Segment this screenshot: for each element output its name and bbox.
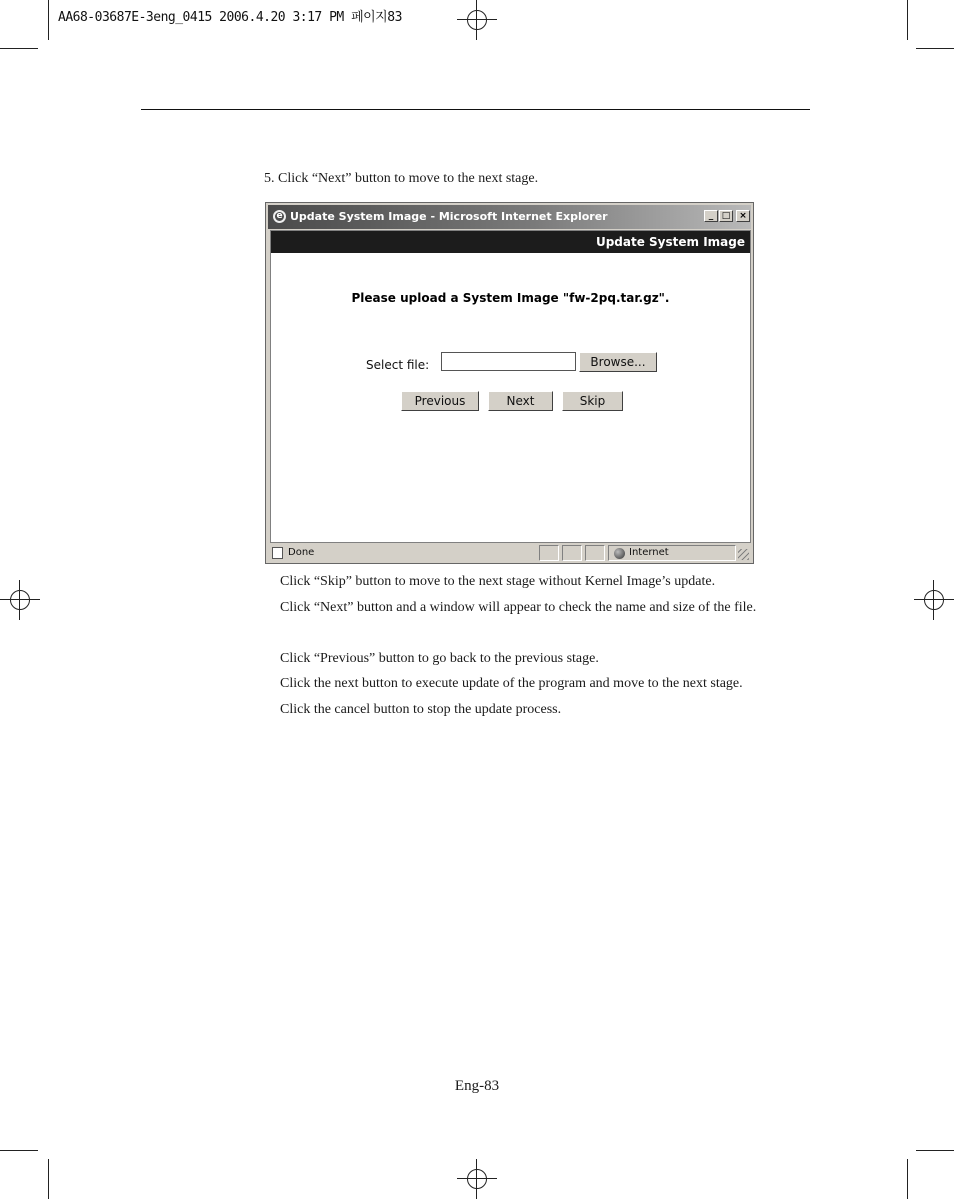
crop-mark (916, 1150, 954, 1151)
crop-mark (907, 0, 908, 40)
crop-mark (48, 1159, 49, 1199)
status-cell (585, 545, 605, 561)
skip-button[interactable]: Skip (562, 391, 623, 411)
registration-mark (457, 0, 497, 40)
next-button[interactable]: Next (488, 391, 553, 411)
page-content (270, 230, 751, 543)
crop-mark (48, 0, 49, 40)
globe-icon (614, 548, 625, 559)
resize-grip-icon[interactable] (738, 549, 749, 560)
close-button[interactable]: × (736, 210, 750, 222)
step-instruction: 5. Click “Next” button to move to the next stage. (264, 171, 539, 186)
page-header-bar (271, 231, 750, 253)
crop-mark (916, 48, 954, 49)
minimize-button[interactable]: _ (704, 210, 718, 222)
security-zone-text: Internet (629, 547, 669, 558)
upload-prompt: Please upload a System Image "fw-2pq.tar.gz". (351, 291, 670, 305)
note-line: Click the next button to execute update of the program and move to the next stage. (280, 676, 743, 691)
ie-logo-icon: e (273, 210, 286, 223)
page-number: Eng-83 (454, 1078, 500, 1094)
crop-mark (0, 1150, 38, 1151)
status-zone-cell (608, 545, 736, 561)
status-text: Done (288, 547, 315, 558)
select-file-label: Select file: (366, 358, 430, 372)
status-bar (268, 544, 751, 562)
registration-mark (0, 580, 40, 620)
note-line: Click “Previous” button to go back to the previous stage. (280, 651, 599, 666)
page-header-title: Update System Image (595, 235, 745, 249)
note-line: Click “Skip” button to move to the next stage without Kernel Image’s update. (280, 574, 716, 589)
status-cell (539, 545, 559, 561)
window-title: Update System Image - Microsoft Internet Explorer (290, 210, 608, 223)
print-slug: AA68-03687E-3eng_0415 2006.4.20 3:17 PM 페이지83 (58, 10, 402, 25)
browser-window (265, 202, 754, 564)
file-path-input[interactable] (441, 352, 576, 371)
header-rule (141, 109, 810, 110)
page-icon (272, 547, 283, 559)
browse-button[interactable]: Browse... (579, 352, 657, 372)
note-line: Click the cancel button to stop the update process. (280, 702, 562, 717)
crop-mark (0, 48, 38, 49)
previous-button[interactable]: Previous (401, 391, 479, 411)
window-titlebar (268, 205, 751, 229)
note-line: Click “Next” button and a window will appear to check the name and size of the file. (280, 600, 757, 615)
crop-mark (907, 1159, 908, 1199)
registration-mark (457, 1159, 497, 1199)
registration-mark (914, 580, 954, 620)
maximize-button[interactable]: □ (719, 210, 733, 222)
status-cell (562, 545, 582, 561)
